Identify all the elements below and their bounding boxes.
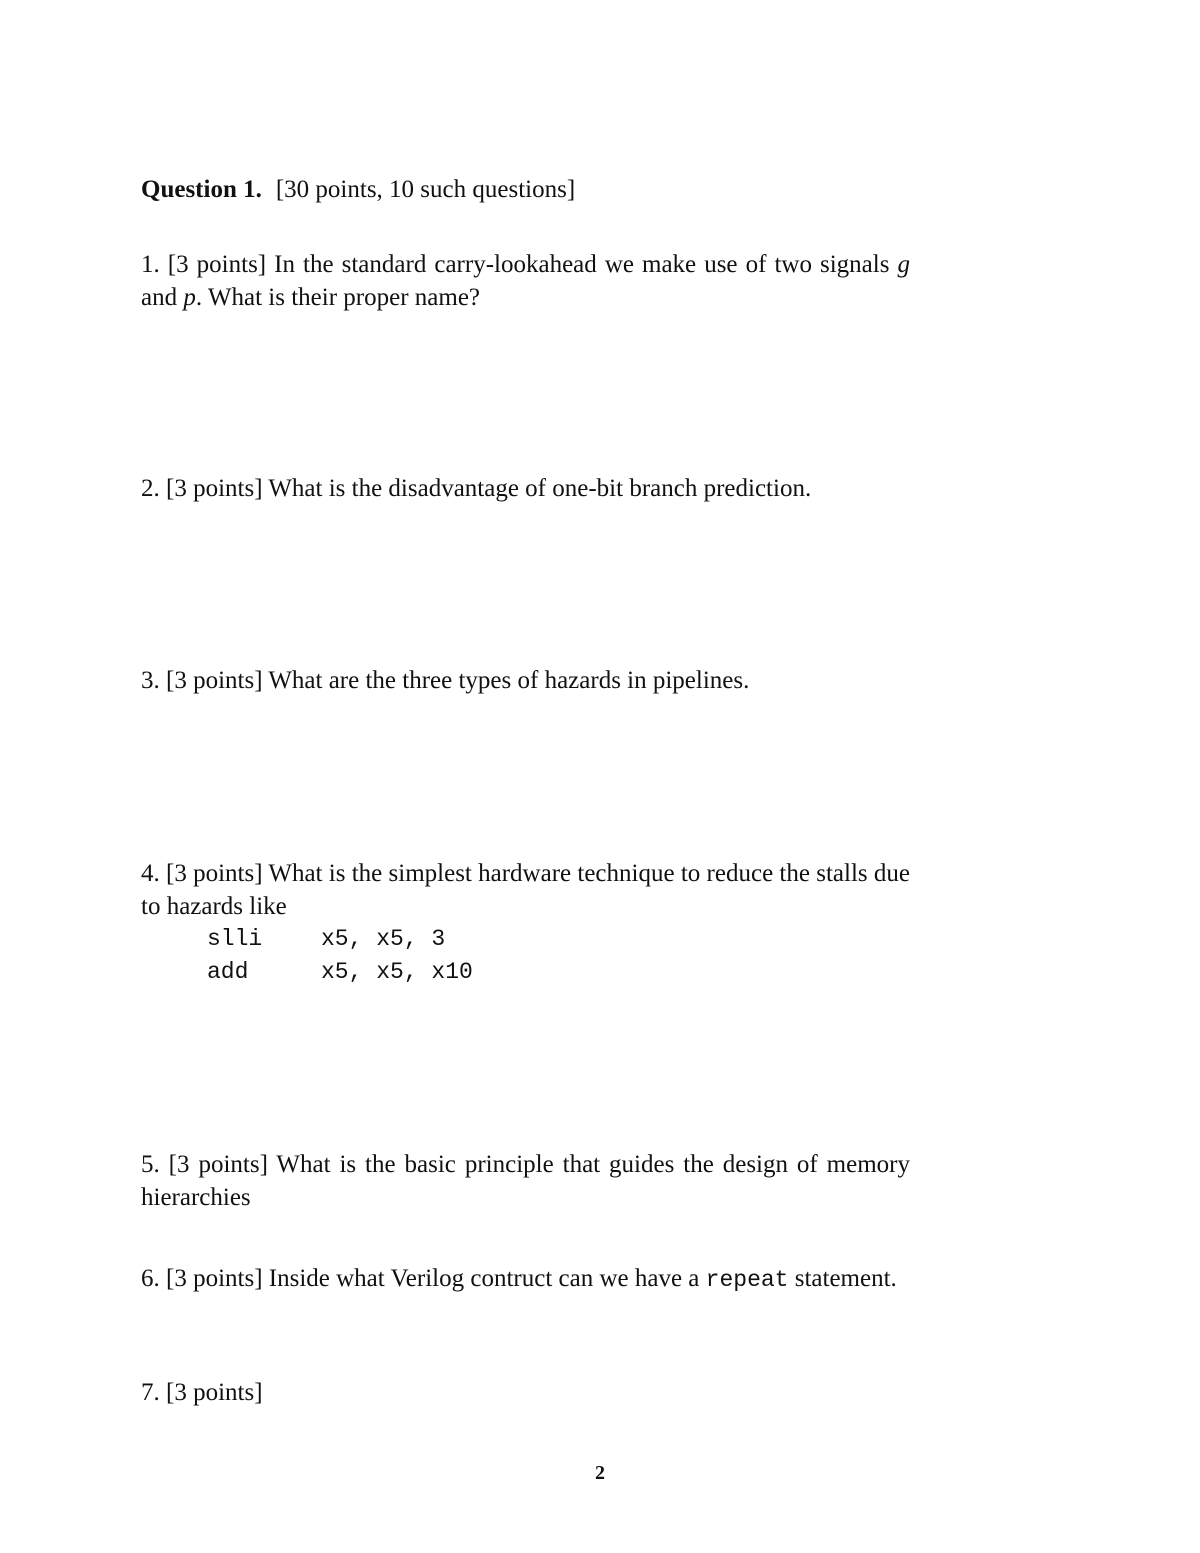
code-line [207,923,473,956]
question-item-2 [141,472,910,505]
question-heading [141,173,910,206]
question-6-prefix: 6. [3 points] Inside what Verilog contruct can we have a [141,1265,706,1292]
question-heading-detail: [30 points, 10 such questions] [275,176,576,203]
question-1-prefix: 1. [3 points] In the standard carry-lookahead we make use of two signals [141,251,898,278]
code-operands: x5, x5, 3 [321,926,446,952]
code-opcode: add [207,959,249,985]
question-item-7 [141,1376,910,1409]
question-heading-label: Question 1. [141,176,262,203]
question-5-text: 5. [3 points] What is the basic principle that guides the design of memory hierarchies [141,1151,910,1211]
question-4-text: 4. [3 points] What is the simplest hardware technique to reduce the stalls due to hazards like [141,860,910,920]
question-6-suffix: statement. [788,1265,897,1292]
code-snippet [207,923,473,989]
question-1-mid: and [141,284,184,311]
question-3-text: 3. [3 points] What are the three types of hazards in pipelines. [141,667,750,694]
code-operands: x5, x5, x10 [321,959,473,985]
question-2-text: 2. [3 points] What is the disadvantage of one-bit branch prediction. [141,475,812,502]
question-1-suffix: . What is their proper name? [195,284,481,311]
code-line [207,956,473,989]
question-item-6 [141,1262,910,1297]
question-item-5 [141,1148,910,1214]
question-1-var-p: p [183,284,196,311]
question-item-3 [141,664,910,697]
question-6-keyword: repeat [705,1267,789,1293]
question-1-var-g: g [897,251,910,278]
code-opcode: slli [207,926,263,952]
page-number: 2 [595,1462,605,1484]
question-item-1 [141,248,910,314]
question-7-text: 7. [3 points] [141,1379,263,1406]
question-item-4 [141,857,910,923]
